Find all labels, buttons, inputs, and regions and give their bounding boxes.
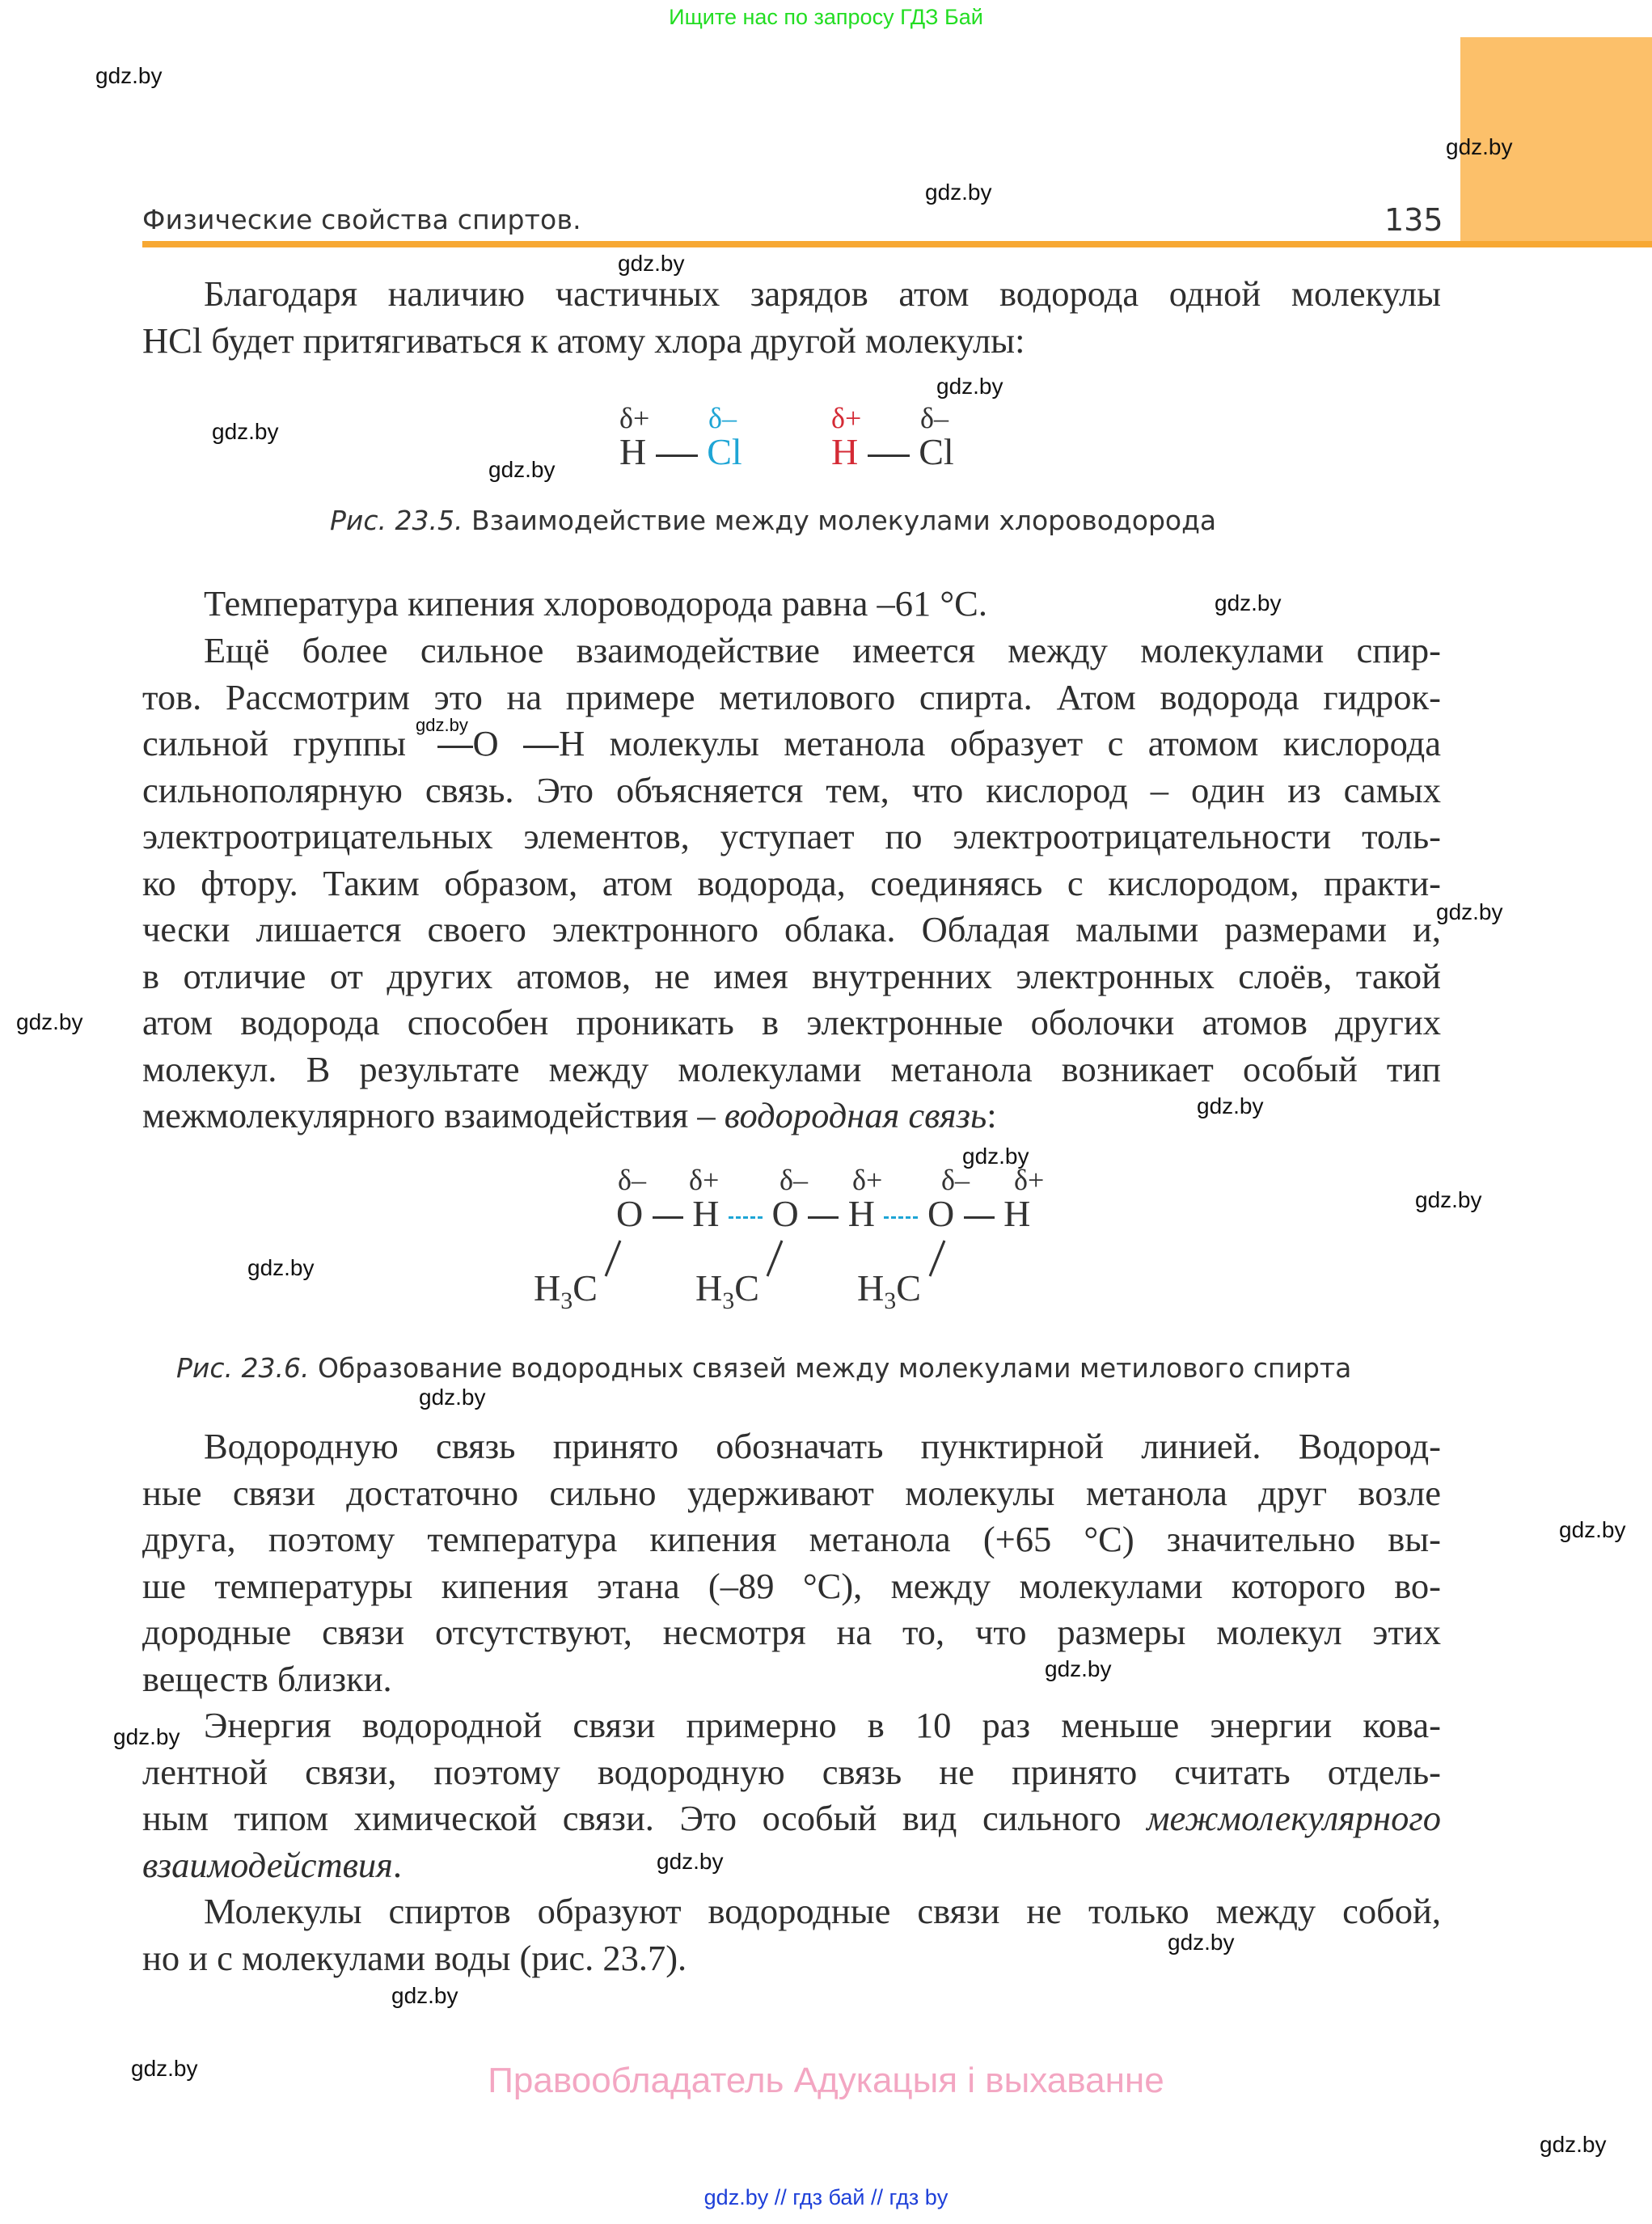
watermark: gdz.by — [1436, 899, 1503, 924]
text-line: HCl будет притягиваться к атому хлора другой молекулы: — [142, 319, 1025, 361]
partial-charge: δ+ — [689, 1164, 720, 1196]
partial-charge: δ– — [780, 1164, 808, 1196]
page-number: 135 — [1384, 202, 1443, 238]
watermark: gdz.by — [416, 715, 468, 735]
watermark: gdz.by — [936, 374, 1003, 399]
atom-h: H — [692, 1193, 720, 1234]
covalent-bond — [868, 455, 910, 457]
text-line: атом водорода способен проникать в электронные оболочки атомов других — [142, 1002, 1441, 1042]
atom-h: H — [619, 431, 647, 472]
watermark: gdz.by — [247, 1255, 315, 1280]
text-line: в отличие от других атомов, не имея внутренних электронных слоёв, такой — [142, 955, 1441, 996]
watermark: gdz.by — [1446, 134, 1513, 159]
text-line: ко фтору. Таким образом, атом водорода, соединяясь с кислородом, практи- — [142, 862, 1441, 903]
methyl-bonds — [526, 1163, 1092, 1325]
methyl-group: $H_3C$ — [857, 1267, 921, 1315]
paragraph-5 — [142, 1702, 1441, 1888]
text-line: веществ близки. — [142, 1658, 392, 1699]
watermark: gdz.by — [95, 63, 163, 88]
text-line: взаимодействия. — [142, 1844, 402, 1885]
caption-text: Взаимодействие между молекулами хлороводорода — [471, 505, 1217, 536]
figure-23-6-caption — [176, 1352, 1351, 1384]
partial-charge: δ+ — [831, 402, 862, 434]
watermark: gdz.by — [391, 1983, 458, 2008]
footer-links — [0, 2185, 1652, 2210]
search-banner: Ищите нас по запросу ГДЗ Бай — [669, 5, 983, 29]
footer-link-gdz-bai[interactable]: гдз бай — [792, 2185, 865, 2209]
watermark: gdz.by — [1168, 1930, 1235, 1955]
footer-link-gdz-by-cyr[interactable]: гдз by — [889, 2185, 949, 2209]
text-line: друга, поэтому температура кипения метанола (+65 °C) значительно вы- — [142, 1519, 1441, 1559]
term-italic: межмолекулярного — [1147, 1798, 1441, 1838]
figure-number: Рис. 23.5. — [330, 505, 463, 536]
running-head: Физические свойства спиртов. — [142, 204, 581, 235]
watermark: gdz.by — [962, 1144, 1029, 1169]
watermark: gdz.by — [212, 419, 279, 444]
atom-h: H — [847, 1193, 875, 1234]
covalent-bond — [656, 455, 698, 457]
atom-o: O — [927, 1193, 955, 1234]
atom-cl: Cl — [919, 431, 954, 472]
text-line: Энергия водородной связи примерно в 10 раз меньше энергии кова- — [204, 1705, 1441, 1745]
text-line: Ещё более сильное взаимодействие имеется между молекулами спир- — [204, 630, 1441, 670]
footer-separator: // — [871, 2185, 884, 2209]
figure-23-6-diagram — [526, 1163, 1092, 1325]
watermark: gdz.by — [419, 1385, 486, 1410]
term-italic: водородная связь — [724, 1095, 987, 1135]
paragraph-6 — [142, 1888, 1441, 1981]
text-line: ные связи достаточно сильно удерживают молекулы метанола друг возле — [142, 1472, 1441, 1513]
partial-charge: δ– — [618, 1164, 646, 1196]
watermark: gdz.by — [131, 2056, 198, 2081]
text-line: межмолекулярного взаимодействия – водородная связь: — [142, 1095, 997, 1135]
paragraph-1 — [142, 271, 1441, 364]
atom-h: H — [831, 431, 859, 472]
text-line: дородные связи отсутствуют, несмотря на то, что размеры молекул этих — [142, 1612, 1441, 1652]
watermark: gdz.by — [1045, 1656, 1112, 1681]
partial-charge: δ– — [941, 1164, 970, 1196]
watermark: gdz.by — [1415, 1187, 1482, 1212]
watermark: gdz.by — [488, 457, 556, 482]
figure-number: Рис. 23.6. — [176, 1352, 310, 1384]
bond — [523, 746, 559, 748]
hcl-molecule-1 — [619, 430, 742, 473]
text-line: но и с молекулами воды (рис. 23.7). — [142, 1937, 687, 1978]
rights-holder-notice: Правообладатель Адукацыя і выхаванне — [488, 2061, 1164, 2100]
partial-charge: δ+ — [619, 402, 650, 434]
text-line: электроотрицательных элементов, уступает по электроотрицательности толь- — [142, 816, 1441, 856]
hcl-molecule-2 — [831, 430, 954, 473]
text-line: ше температуры кипения этана (–89 °C), между молекулами которого во- — [142, 1565, 1441, 1606]
text-line: Температура кипения хлороводорода равна –61 °C. — [204, 583, 987, 624]
text-line: Водородную связь принято обозначать пунктирной линией. Водород- — [204, 1426, 1441, 1466]
header-rule — [142, 241, 1652, 247]
partial-charge: δ+ — [852, 1164, 883, 1196]
methyl-group: $H_3C$ — [534, 1267, 598, 1315]
text-line: тов. Рассмотрим это на примере метилового спирта. Атом водорода гидрок- — [142, 676, 1441, 717]
paragraph-3 — [142, 628, 1441, 1139]
partial-charge: δ+ — [1014, 1164, 1045, 1196]
watermark: gdz.by — [1540, 2132, 1607, 2157]
watermark: gdz.by — [657, 1849, 724, 1874]
paragraph-4 — [142, 1423, 1441, 1702]
watermark: gdz.by — [925, 180, 992, 205]
text-line: чески лишается своего электронного облака. Обладая малыми размерами и, — [142, 909, 1441, 949]
atom-h: H — [559, 723, 585, 763]
watermark: gdz.by — [1197, 1093, 1264, 1118]
footer-link-gdz-by[interactable]: gdz.by — [703, 2185, 769, 2209]
watermark: gdz.by — [16, 1009, 83, 1034]
text-line: Молекулы спиртов образуют водородные связи не только между собой, — [204, 1891, 1441, 1931]
term-italic: взаимодействия — [142, 1844, 393, 1885]
text-line: ным типом химической связи. Это особый вид сильного межмолекулярного — [142, 1798, 1441, 1838]
caption-text: Образование водородных связей между молекулами метилового спирта — [317, 1352, 1352, 1384]
atom-h: H — [1003, 1193, 1031, 1234]
text-line: лентной связи, поэтому водородную связь не принято считать отдель- — [142, 1751, 1441, 1792]
watermark: gdz.by — [113, 1724, 180, 1749]
watermark: gdz.by — [1215, 590, 1282, 615]
partial-charge: δ– — [920, 402, 949, 434]
text-line: Благодаря наличию частичных зарядов атом водорода одной молекулы — [204, 273, 1441, 314]
bond — [437, 746, 473, 748]
watermark: gdz.by — [1559, 1517, 1626, 1542]
methyl-group: $H_3C$ — [695, 1267, 759, 1315]
atom-o: O — [472, 723, 499, 763]
atom-cl: Cl — [707, 431, 742, 472]
text-line: сильной группы O H молекулы метанола образует с атомом кислорода — [142, 723, 1442, 763]
atom-o: O — [771, 1193, 799, 1234]
atom-o: O — [616, 1193, 644, 1234]
partial-charge: δ– — [708, 402, 737, 434]
text-line: молекул. В результате между молекулами метанола возникает особый тип — [142, 1048, 1441, 1089]
text-line: сильнополярную связь. Это объясняется тем, что кислород – один из самых — [142, 769, 1441, 810]
figure-23-5-caption — [330, 505, 1216, 536]
watermark: gdz.by — [618, 251, 685, 276]
footer-separator: // — [774, 2185, 787, 2209]
